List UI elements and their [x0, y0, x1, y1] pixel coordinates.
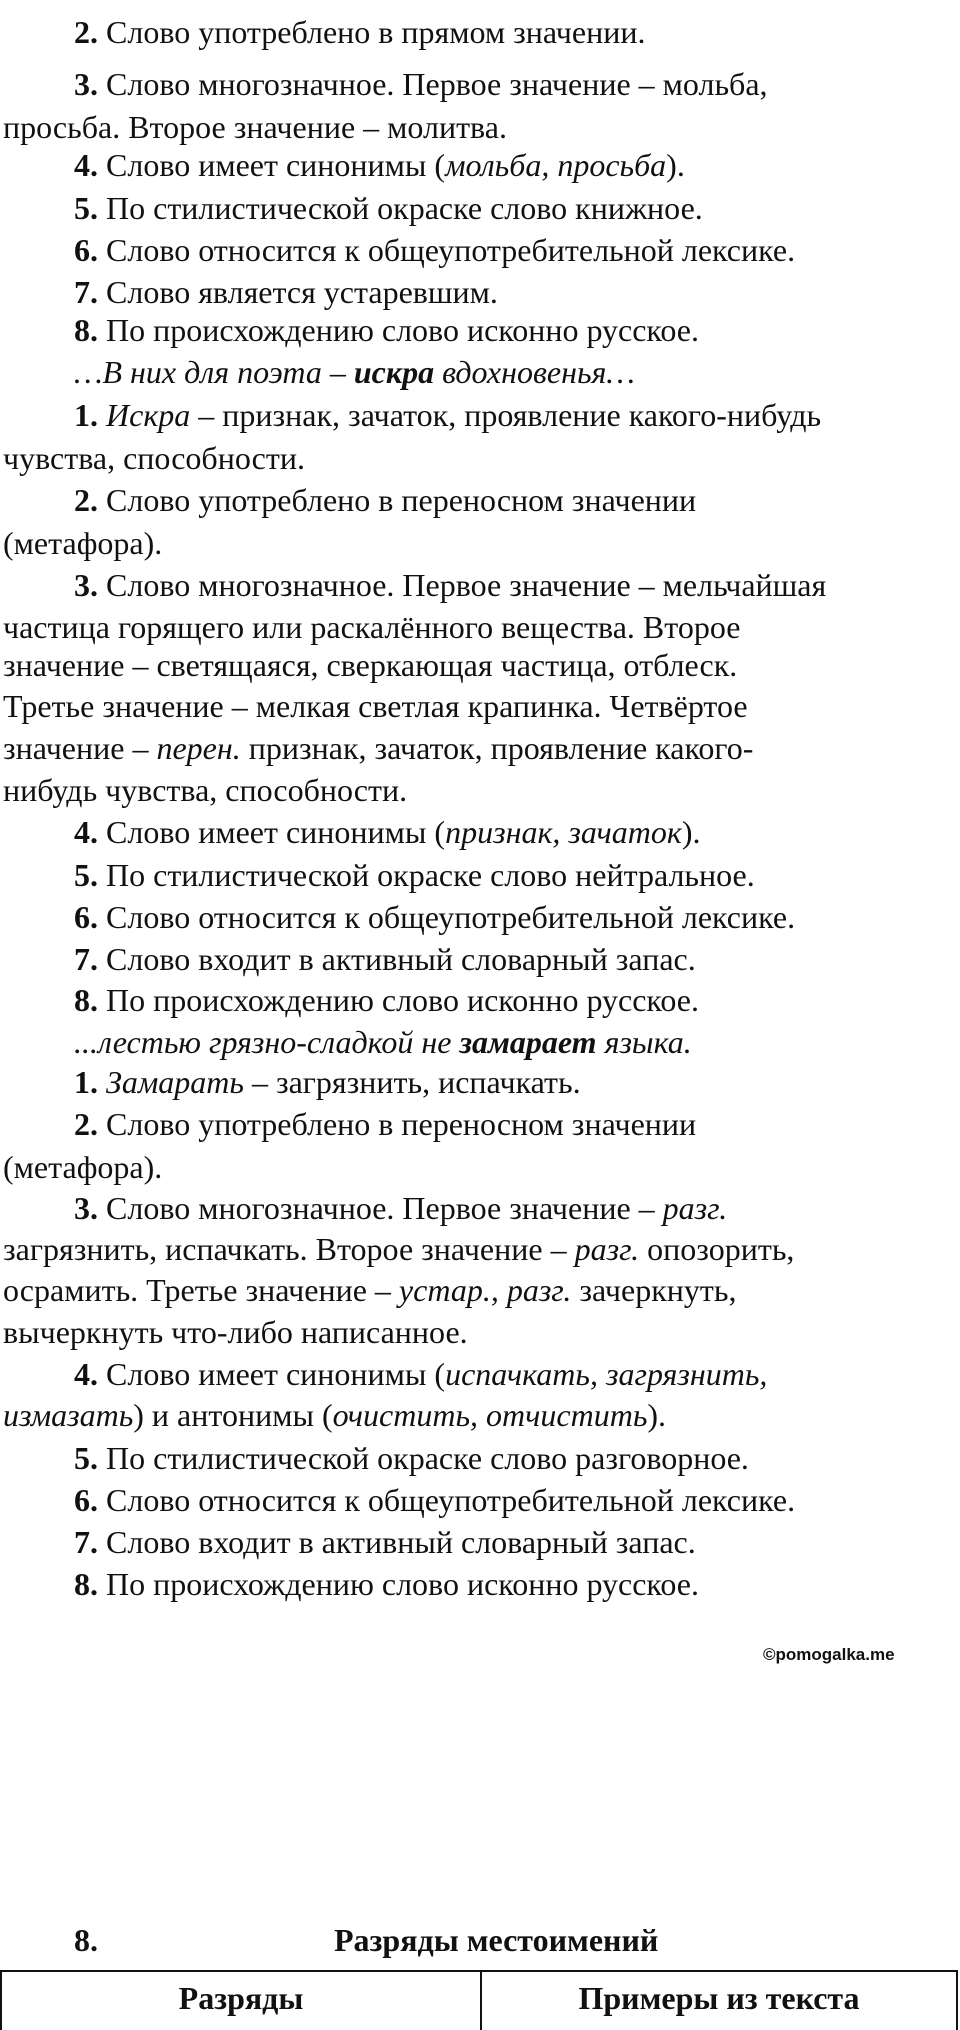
text-line [74, 393, 821, 437]
text-segment: чувства, способности. [3, 440, 305, 476]
text-segment: вычеркнуть что-либо написанное. [3, 1314, 468, 1350]
text-segment: ). [681, 814, 701, 850]
text-segment: Слово относится к общеупотребительной лексике. [98, 232, 796, 268]
item-number: 4. [74, 814, 98, 850]
text-line [3, 643, 737, 687]
text-line [74, 10, 645, 54]
text-segment: По происхождению слово исконно русское. [98, 1566, 699, 1602]
text-line [74, 853, 755, 897]
text-line [3, 521, 162, 565]
text-line [74, 478, 696, 522]
item-number: 2. [74, 482, 98, 518]
text-line [74, 186, 703, 230]
text-segment [98, 397, 106, 433]
text-segment: Слово имеет синонимы ( [98, 814, 446, 850]
emphasis-text: признак, зачаток [445, 814, 682, 850]
text-line [3, 1227, 794, 1271]
table-header-examples: Примеры из текста [578, 1980, 860, 2016]
section-title: Разряды местоимений [334, 1922, 659, 1958]
text-line [74, 1352, 767, 1396]
text-segment: Слово имеет синонимы ( [98, 147, 446, 183]
text-segment: Слово имеет синонимы ( [98, 1356, 446, 1392]
text-line [74, 1020, 692, 1064]
text-segment: ). [666, 147, 685, 183]
text-segment: нибудь чувства, способности. [3, 772, 408, 808]
emphasis-text: перен. [156, 730, 241, 766]
emphasis-text: вдохновенья… [434, 354, 635, 390]
text-segment: Третье значение – мелкая светлая крапинка. Четвёртое [3, 688, 748, 724]
text-segment: загрязнить, испачкать. Второе значение – [3, 1231, 575, 1267]
text-segment: (метафора). [3, 1149, 163, 1185]
watermark: ©pomogalka.me [763, 1645, 895, 1664]
emphasis-text: очистить, отчистить [332, 1397, 648, 1433]
emphasis-text: …В них для поэта – [74, 354, 354, 390]
item-number: 7. [74, 1524, 98, 1560]
text-segment: Слово входит в активный словарный запас. [98, 941, 696, 977]
text-segment: По стилистической окраске слово книжное. [98, 190, 703, 226]
text-line [74, 143, 685, 187]
section-number: 8. [74, 1922, 98, 1958]
item-number: 2. [74, 1106, 98, 1142]
item-number: 5. [74, 1440, 98, 1476]
text-segment: Слово многозначное. Первое значение – [98, 1190, 663, 1226]
item-number: 1. [74, 1064, 98, 1100]
item-number: 4. [74, 147, 98, 183]
text-segment: Слово входит в активный словарный запас. [98, 1524, 696, 1560]
text-segment: значение – [3, 730, 157, 766]
emphasis-text: Искра [106, 397, 191, 433]
text-segment: значение – светящаяся, сверкающая частица, отблеск. [3, 647, 738, 683]
emphasis-text: искра [353, 354, 435, 390]
text-segment: Слово многозначное. Первое значение – мольба, [98, 66, 768, 102]
text-line [3, 1268, 736, 1312]
text-segment: Слово употреблено в прямом значении. [98, 14, 646, 50]
text-segment: – признак, зачаток, проявление какого-нибудь [190, 397, 822, 433]
item-number: 8. [74, 982, 98, 1018]
text-line [74, 563, 826, 607]
item-number: 8. [74, 312, 98, 348]
text-segment: По стилистической окраске слово разговорное. [98, 1440, 749, 1476]
text-line [3, 768, 407, 812]
text-line [74, 1186, 727, 1230]
item-number: 3. [74, 1190, 98, 1226]
emphasis-text: разг. [574, 1231, 640, 1267]
text-line [74, 1060, 581, 1104]
text-line [74, 978, 699, 1022]
item-number: 7. [74, 941, 98, 977]
item-number: 8. [74, 1566, 98, 1602]
text-segment: Слово относится к общеупотребительной лексике. [98, 899, 796, 935]
table-header-categories: Разряды [2, 1972, 482, 2030]
text-segment: – загрязнить, испачкать. [243, 1064, 581, 1100]
text-line [74, 810, 700, 854]
item-number: 3. [74, 66, 98, 102]
text-line [74, 895, 795, 939]
text-segment: зачеркнуть, [571, 1272, 737, 1308]
item-number: 6. [74, 899, 98, 935]
text-segment: ) и антонимы ( [133, 1397, 333, 1433]
text-segment: Слово употреблено в переносном значении [98, 482, 697, 518]
emphasis-text: мольба, просьба [445, 147, 667, 183]
emphasis-text: ...лестью грязно-сладкой не [74, 1024, 460, 1060]
text-line [74, 1478, 795, 1522]
text-segment: Слово многозначное. Первое значение – мельчайшая [98, 567, 827, 603]
item-number: 1. [74, 397, 98, 433]
text-line [3, 726, 753, 770]
text-line [74, 228, 795, 272]
text-line [74, 1562, 699, 1606]
emphasis-text: языка. [596, 1024, 692, 1060]
item-number: 4. [74, 1356, 98, 1392]
text-segment: Слово употреблено в переносном значении [98, 1106, 697, 1142]
text-segment: По происхождению слово исконно русское. [98, 982, 699, 1018]
text-line [74, 1520, 696, 1564]
text-line [74, 1102, 696, 1146]
item-number: 5. [74, 857, 98, 893]
emphasis-text: устар., разг. [398, 1272, 572, 1308]
text-line [3, 684, 748, 728]
item-number: 2. [74, 14, 98, 50]
text-segment: По стилистической окраске слово нейтральное. [98, 857, 755, 893]
text-segment: (метафора). [3, 525, 163, 561]
text-segment: По происхождению слово исконно русское. [98, 312, 699, 348]
text-segment: Слово является устаревшим. [98, 274, 498, 310]
text-line [74, 308, 699, 352]
emphasis-text: Замарать [106, 1064, 244, 1100]
text-line [3, 1145, 162, 1189]
text-segment: частица горящего или раскалённого вещества. Второе [3, 609, 741, 645]
emphasis-text: разг. [662, 1190, 728, 1226]
item-number: 3. [74, 567, 98, 603]
pronoun-table [0, 1970, 958, 2030]
text-segment: признак, зачаток, проявление какого- [240, 730, 754, 766]
item-number: 6. [74, 1482, 98, 1518]
text-segment: Слово относится к общеупотребительной лексике. [98, 1482, 796, 1518]
emphasis-text: замарает [459, 1024, 597, 1060]
text-segment: опозорить, [639, 1231, 795, 1267]
text-line [3, 1310, 468, 1354]
text-segment: осрамить. Третье значение – [3, 1272, 399, 1308]
emphasis-text: измазать [3, 1397, 134, 1433]
text-line [74, 62, 768, 106]
text-segment: просьба. Второе значение – молитва. [3, 109, 507, 145]
text-segment: ). [647, 1397, 667, 1433]
text-line [74, 937, 696, 981]
emphasis-text: испачкать, загрязнить, [445, 1356, 768, 1392]
text-line [3, 436, 305, 480]
item-number: 5. [74, 190, 98, 226]
text-line [3, 1393, 666, 1437]
text-line [74, 1436, 749, 1480]
text-segment [98, 1064, 106, 1100]
item-number: 7. [74, 274, 98, 310]
item-number: 6. [74, 232, 98, 268]
text-line [74, 350, 635, 394]
